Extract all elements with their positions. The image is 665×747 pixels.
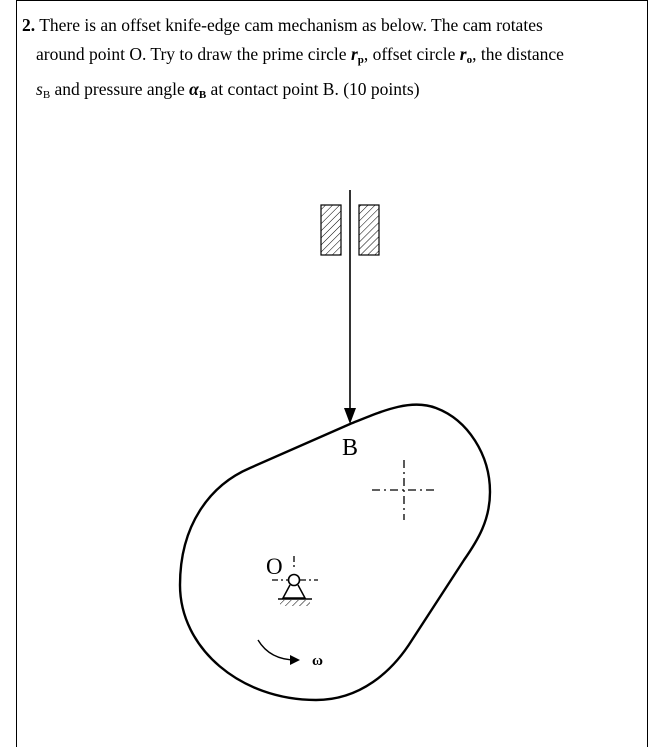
question-line-2-c: , the distance [472,44,564,64]
symbol-s-b-sub: B [42,89,51,101]
center-crosshair [372,460,436,520]
guide-block-left [321,205,341,255]
symbol-r-p: r [350,44,358,64]
question-line-1-text: There is an offset knife-edge cam mechanism as below. The cam rotates [39,15,543,35]
rotation-arrow-head-icon [290,655,300,665]
pivot-o [266,554,318,606]
rotation-arrow [258,640,323,669]
question-line-2-b: , offset circle [363,44,460,64]
symbol-r-o: r [459,44,467,64]
question-line-3-a: and pressure angle [50,79,190,99]
guide-block-right [359,205,379,255]
symbol-r-o-sub: o [466,54,473,66]
symbol-s-b: s [36,79,43,99]
pivot-support-icon [283,585,305,598]
cam-profile [180,405,490,700]
ground-hatch [280,600,310,606]
symbol-alpha-b: α [189,79,199,99]
question-line-3-b: at contact point B. (10 points) [206,79,420,99]
label-omega: ω [312,653,323,669]
symbol-r-p-sub: p [357,54,364,66]
question-number: 2. [22,15,36,35]
label-o: O [266,554,283,579]
label-b: B [342,435,359,461]
question-line-2-a: around point O. Try to draw the prime circle [36,44,351,64]
pivot-pin-icon [289,575,300,586]
symbol-alpha-b-sub: B [198,89,207,101]
